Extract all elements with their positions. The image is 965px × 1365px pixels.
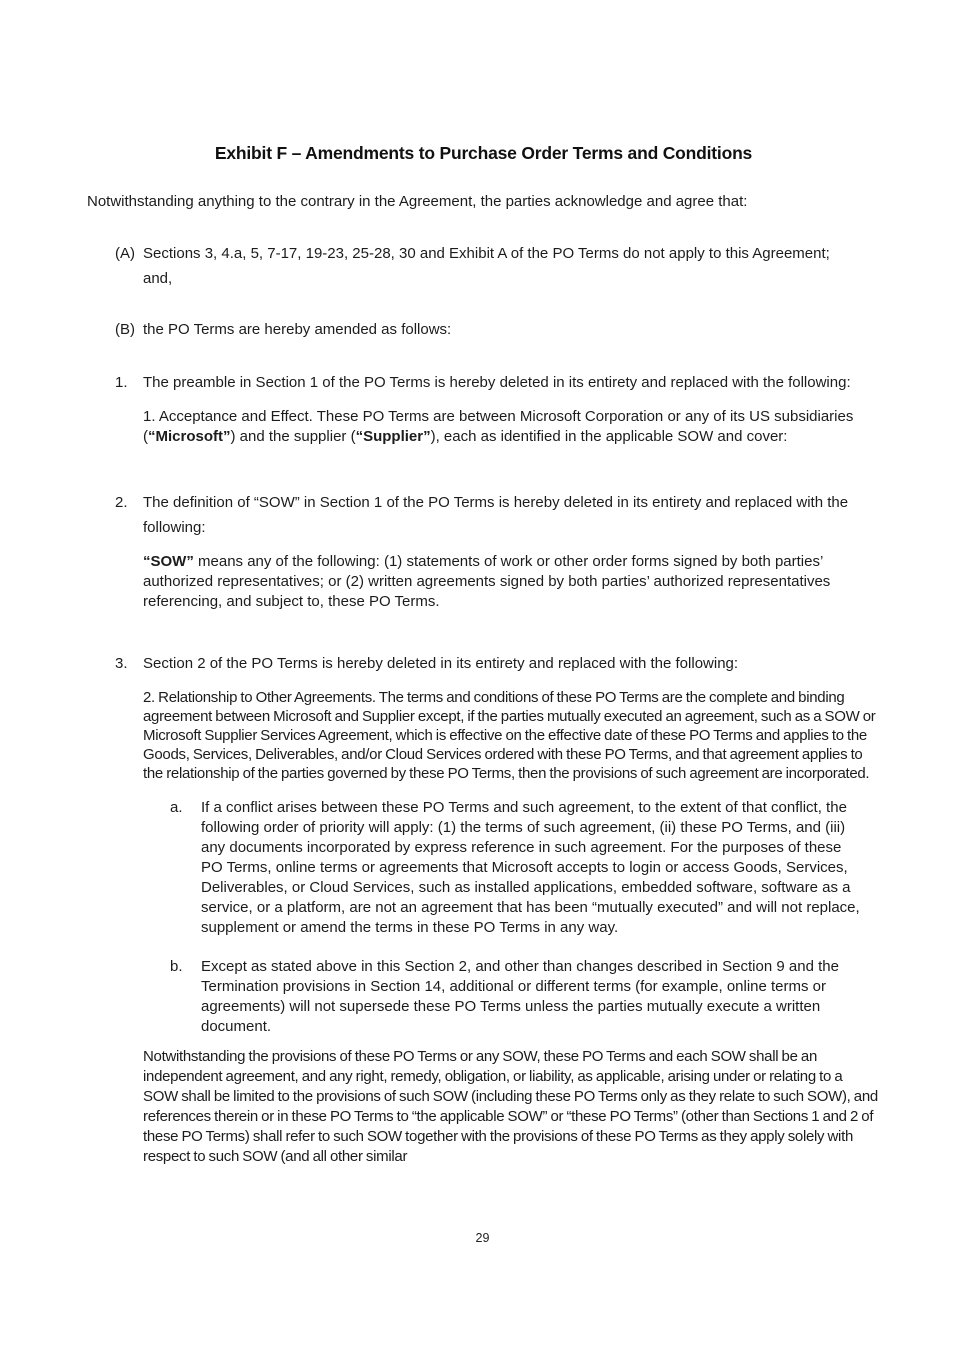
numbered-item-2-body [143,490,865,627]
numbered-item-3-marker: 3. [115,655,128,672]
numbered-item-1 [115,370,880,462]
numbered-item-3-paragraph: 2. Relationship to Other Agreements. The terms and conditions of these PO Terms are the complete and binding agreement between Microsoft and Supplier except, if the parties mutually executed an agreement, such as a SOW or Microsoft Supplier Services Agreement, which is effective on the effective date of these PO Terms and applies to the Goods, Services, Deliverables, and/or Cloud Services ordered with these PO Terms, and that agreement applies to the relationship of the parties governed by these PO Terms, then the provisions of such agreement are incorporated. [143,689,876,782]
closing-paragraph: Notwithstanding the provisions of these PO Terms or any SOW, these PO Terms and each SOW shall be an independent agreement, and any right, remedy, obligation, or liability, as applicable, arising under or relating to a SOW shall be limited to the provisions of such SOW (including these PO Terms only as they relate to such SOW), and references therein or in these PO Terms to “the applicable SOW” or “these PO Terms” (other than Sections 1 and 2 of these PO Terms) shall refer to such SOW together with the provisions of these PO Terms as they apply solely with respect to such SOW (and all other similar [143,1048,878,1165]
numbered-item-3-body [143,651,878,1182]
numbered-item-1-marker: 1. [115,374,128,391]
sub-item-a-text: If a conflict arises between these PO Terms and such agreement, to the extent of that conflict, the following order of priority will apply: (1) the terms of such agreement, (ii) these PO Terms, and (iii) any documents incorporated by express reference in such agreement. For the purposes of these PO Terms, online terms or agreements that Microsoft accepts to login or access Goods, Services, Deliverables, or Cloud Services, such as installed applications, embedded software, software as a service, or a platform, are not an agreement that has been “mutually executed” and will not replace, supplement or amend the terms in these PO Terms in any way. [201,799,860,936]
numbered-item-3 [115,651,880,1182]
intro-paragraph: Notwithstanding anything to the contrary in the Agreement, the parties acknowledge and agree that: [87,193,748,210]
numbered-item-2-lead: The definition of “SOW” in Section 1 of the PO Terms is hereby deleted in its entirety and replaced with the following: [143,494,849,536]
lettered-item-a-marker: (A) [115,245,135,262]
numbered-item-1-body [143,370,865,462]
sub-item-a [170,798,865,938]
lettered-item-b [115,317,880,342]
lettered-item-b-marker: (B) [115,321,135,338]
sub-item-b [170,957,865,1037]
numbered-item-2-paragraph: “SOW” means any of the following: (1) statements of work or other order forms signed by both parties’ authorized representatives; or (2) written agreements signed by both parties’ authorized representatives referencing, and subject to, these PO Terms. [143,553,831,610]
numbered-item-1-paragraph: 1. Acceptance and Effect. These PO Terms are between Microsoft Corporation or any of its US subsidiaries (“Microsoft”) and the supplier (“Supplier”), each as identified in the applicable SOW and cover: [143,408,854,445]
page-title: Exhibit F – Amendments to Purchase Order Terms and Conditions [214,143,753,163]
lettered-item-a-text: Sections 3, 4.a, 5, 7-17, 19-23, 25-28, 30 and Exhibit A of the PO Terms do not apply to this Agreement; and, [143,245,830,287]
sub-item-a-marker: a. [170,799,183,816]
sub-item-b-marker: b. [170,958,183,975]
lettered-item-b-text: the PO Terms are hereby amended as follows: [143,321,452,338]
numbered-item-1-lead: The preamble in Section 1 of the PO Terms is hereby deleted in its entirety and replaced with the following: [143,374,851,391]
page-number: 29 [475,1231,490,1245]
numbered-item-2 [115,490,880,627]
lettered-item-a [115,241,880,291]
sub-item-b-text: Except as stated above in this Section 2, and other than changes described in Section 9 and the Termination provisions in Section 14, additional or different terms (for example, online terms or agreements) will not supersede these PO Terms unless the parties mutually execute a written document. [201,958,839,1035]
numbered-item-2-marker: 2. [115,494,128,511]
numbered-item-3-lead: Section 2 of the PO Terms is hereby deleted in its entirety and replaced with the following: [143,655,739,672]
